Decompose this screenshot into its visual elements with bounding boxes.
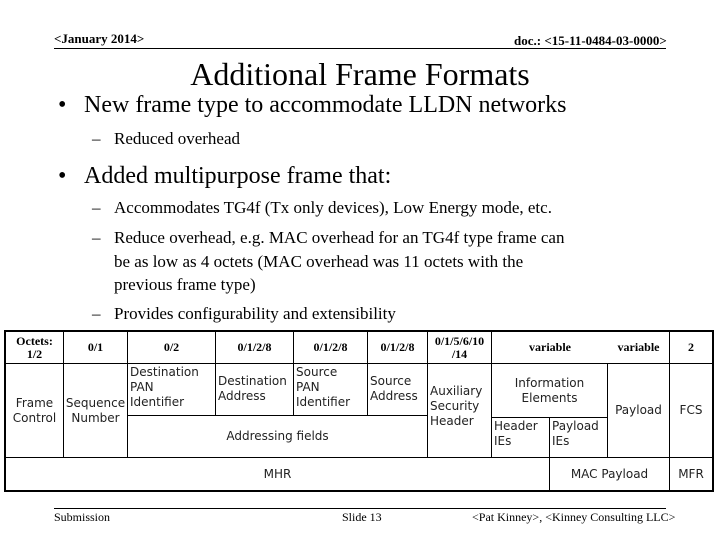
field-label: Number [71,410,120,425]
group-mac-payload: MAC Payload [550,458,670,490]
field-label: Payload [552,419,599,433]
field-label: Destination [130,365,199,379]
octets-label: Octets: [16,333,53,348]
field-label: Information [514,375,585,390]
header-divider [54,48,666,49]
bullet-1-text: New frame type to accommodate LLDN networks [84,92,567,118]
sub-bullet-2-2-cont: previous frame type) [114,275,256,294]
sub-bullet-dash: – [92,198,101,217]
field-label: Source [370,374,412,388]
field-addressing-fields: Addressing fields [128,416,428,458]
field-label: Auxiliary [430,384,483,398]
field-frame-control [6,364,64,458]
octet-size: /14 [451,346,468,361]
bullet-1 [58,91,567,119]
bullet-dot: • [58,163,67,189]
field-source-address [368,364,428,416]
field-source-pan [294,364,368,416]
field-label: PAN [296,380,320,394]
footer-author: <Pat Kinney>, <Kinney Consulting LLC> [472,510,676,524]
field-label: Header [494,419,538,433]
field-label: IEs [494,434,512,448]
sub-bullet-text: Reduce overhead, e.g. MAC overhead for an TG4f type frame can [114,228,565,247]
footer-submission: Submission [54,510,111,524]
frame-format-table [4,330,714,492]
field-label: Control [12,410,57,425]
field-label: Frame [15,395,54,410]
sub-bullet-text: Accommodates TG4f (Tx only devices), Low Energy mode, etc. [114,198,552,217]
field-destination-pan [128,364,216,416]
sub-bullet-2-3 [92,303,396,325]
octet-size: 0/1/2/8 [294,332,368,364]
octet-size: 0/1/2/8 [216,332,294,364]
field-label: Header [430,414,474,428]
bullet-2-text: Added multipurpose frame that: [84,163,392,189]
field-sequence-number [64,364,128,458]
field-auxiliary-security-header [428,364,492,458]
sub-bullet-2-2 [92,227,564,249]
octet-size: 0/1 [64,332,128,364]
field-fcs: FCS [670,364,712,458]
octet-size: 2 [670,332,712,364]
sub-bullet-1-1 [92,128,240,150]
field-label: PAN [130,380,154,394]
sub-bullet-text: Provides configurability and extensibility [114,304,396,323]
group-mfr: MFR [678,466,704,481]
field-label: Identifier [130,395,185,409]
field-label: Address [218,389,266,403]
octet-size: 1/2 [26,346,43,361]
sub-bullet-dash: – [92,228,101,247]
bullet-dot: • [58,92,67,118]
octet-size: 0/2 [128,332,216,364]
octet-size: 0/1/5/6/10 [434,333,485,348]
footer-slide-number: Slide 13 [342,510,382,524]
sub-bullet-2-2-cont: be as low as 4 octets (MAC overhead was 11 octets with the [114,252,524,271]
field-label: Source [296,365,338,379]
field-payload-ies [550,418,608,458]
field-label: Elements [521,390,578,405]
sub-bullet-dash: – [92,304,101,323]
field-label: Address [370,389,418,403]
field-label: Identifier [296,395,351,409]
field-payload: Payload [608,364,670,458]
field-label: Security [430,399,480,413]
octet-size: variable [492,332,608,364]
slide-title: Additional Frame Formats [190,56,530,92]
sub-bullet-dash: – [92,129,101,148]
field-label: IEs [552,434,570,448]
octet-size: 0/1/2/8 [368,332,428,364]
octet-size: variable [608,332,670,364]
sub-bullet-text: Reduced overhead [114,129,241,148]
footer-divider [54,508,666,509]
group-mhr: MHR [6,458,550,490]
sub-bullet-2-1 [92,197,552,219]
field-destination-address [216,364,294,416]
header-date: <January 2014> [54,31,145,46]
header-doc-id: doc.: <15-11-0484-03-0000> [514,33,667,48]
field-information-elements [492,364,608,418]
field-label: Sequence [65,395,126,410]
octets-header-cell [6,332,64,364]
octet-size-aux [428,332,492,364]
bullet-2 [58,162,391,190]
field-label: Destination [218,374,287,388]
field-header-ies [492,418,550,458]
